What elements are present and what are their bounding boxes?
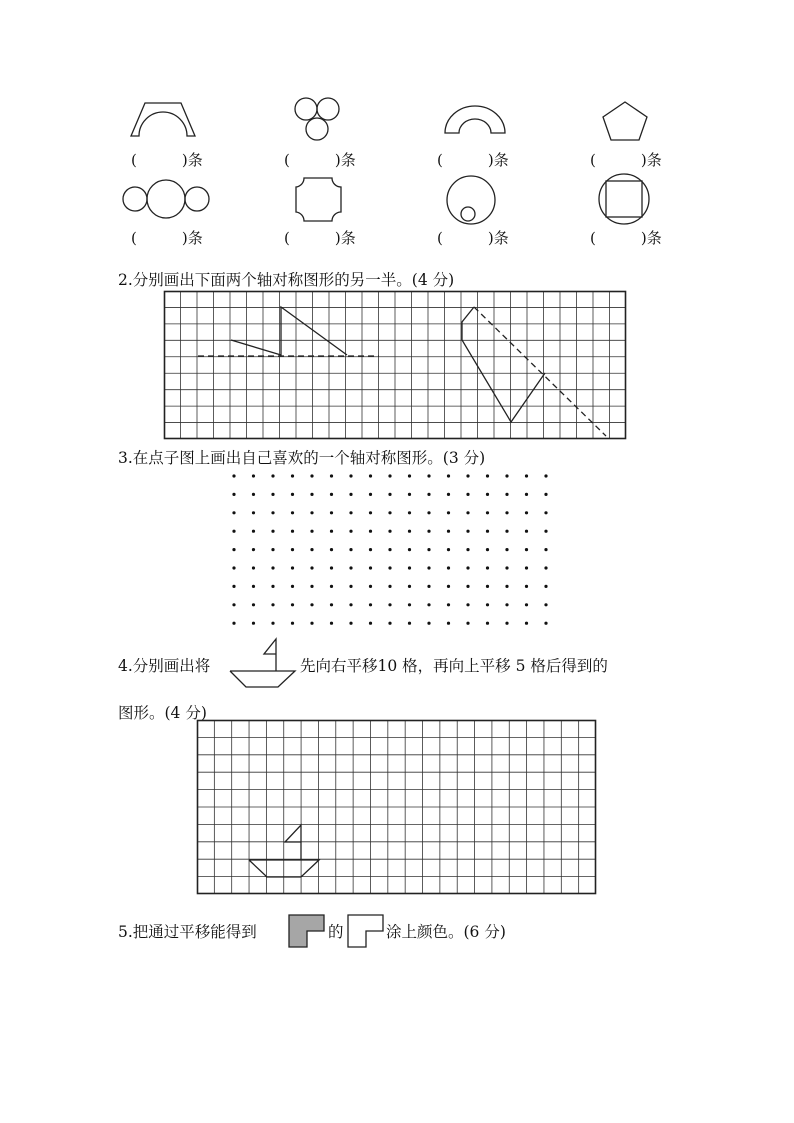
grid-dot [232, 474, 235, 477]
notched-square-icon [294, 176, 344, 224]
grid-dot [544, 530, 547, 533]
q2-title: 2.分别画出下面两个轴对称图形的另一半。(4 分) [118, 271, 455, 289]
grid-dot [505, 511, 508, 514]
grid-dot [271, 493, 274, 496]
grid-dot [408, 511, 411, 514]
grid-dot [447, 493, 450, 496]
grid-dot [252, 474, 255, 477]
grid-dot [427, 622, 430, 625]
grid-dot [252, 493, 255, 496]
grid-dot [525, 566, 528, 569]
grid-dot [232, 530, 235, 533]
grid-dot [505, 474, 508, 477]
grid-dot [466, 603, 469, 606]
grid-dot [252, 622, 255, 625]
grid-dot [369, 493, 372, 496]
grid-dot [544, 622, 547, 625]
circle-with-small-circle-icon [444, 174, 500, 230]
answer-blank[interactable]: ( )条 [590, 229, 662, 247]
answer-blank[interactable]: ( )条 [131, 151, 203, 169]
grid-dot [330, 511, 333, 514]
grid-dot [505, 530, 508, 533]
grid-dot [447, 622, 450, 625]
grid-dot [291, 603, 294, 606]
grid-dot [486, 530, 489, 533]
grid-dot [525, 603, 528, 606]
outline-l-shape-icon [347, 914, 385, 948]
q3-title: 3.在点子图上画出自己喜欢的一个轴对称图形。(3 分) [118, 449, 486, 467]
grid-dot [252, 603, 255, 606]
grid-dot [525, 622, 528, 625]
grid-dot [447, 603, 450, 606]
grid-dot [252, 548, 255, 551]
grid-dot [252, 585, 255, 588]
grid-dot [544, 493, 547, 496]
answer-blank[interactable]: ( )条 [131, 229, 203, 247]
grid-dot [544, 548, 547, 551]
grid-dot [291, 474, 294, 477]
three-circles-icon [292, 95, 352, 145]
grid-dot [388, 511, 391, 514]
square-in-circle-icon [597, 172, 653, 228]
grid-dot [447, 566, 450, 569]
row-of-circles-icon [122, 175, 212, 225]
grid-dot [369, 603, 372, 606]
grid-dot [349, 493, 352, 496]
grid-dot [291, 566, 294, 569]
grid-dot [232, 493, 235, 496]
grid-dot [232, 622, 235, 625]
grid-dot [271, 585, 274, 588]
grid-dot [349, 530, 352, 533]
grid-dot [388, 566, 391, 569]
sailboat-icon [228, 637, 298, 689]
grid-dot [525, 493, 528, 496]
grid-dot [369, 474, 372, 477]
grid-dot [486, 493, 489, 496]
grid-dot [388, 548, 391, 551]
grid-dot [466, 530, 469, 533]
grid-dot [330, 622, 333, 625]
grid-dot [388, 585, 391, 588]
grid-dot [505, 622, 508, 625]
grid-dot [291, 548, 294, 551]
grid-dot [466, 622, 469, 625]
grid-dot [486, 622, 489, 625]
grid-dot [271, 566, 274, 569]
grid-dot [505, 603, 508, 606]
grid-dot [232, 603, 235, 606]
grid-dot [505, 493, 508, 496]
grid-dot [388, 622, 391, 625]
q4-title-before: 4.分别画出将 [118, 657, 211, 675]
grid-dot [388, 493, 391, 496]
grid-dot [525, 548, 528, 551]
grid-dot [447, 511, 450, 514]
grid-dot [369, 548, 372, 551]
left-half-figure [231, 307, 347, 355]
grid-dot [252, 511, 255, 514]
grid-dot [505, 548, 508, 551]
grid-dot [310, 493, 313, 496]
boat-sail [285, 825, 301, 860]
grid-dot [310, 530, 313, 533]
grid-dot [525, 530, 528, 533]
grid-dot [408, 493, 411, 496]
grid-dot [271, 474, 274, 477]
grid-dot [271, 530, 274, 533]
q5-text-part2: 的 [328, 923, 344, 941]
q4-grid[interactable] [197, 720, 597, 896]
grid-dot [544, 474, 547, 477]
grid-dot [525, 511, 528, 514]
grid-dot [232, 585, 235, 588]
grid-dot [330, 530, 333, 533]
grid-dot [349, 566, 352, 569]
grid-dot [447, 548, 450, 551]
grid-dot [408, 548, 411, 551]
grid-dot [486, 603, 489, 606]
grid-dot [330, 603, 333, 606]
grid-dot [427, 548, 430, 551]
grid-dot [310, 603, 313, 606]
grid-dot [447, 474, 450, 477]
grid-dot [466, 511, 469, 514]
grid-dot [447, 530, 450, 533]
answer-blank[interactable]: ( )条 [284, 151, 356, 169]
grid-dot [466, 474, 469, 477]
grid-dot [486, 511, 489, 514]
grid-dot [388, 603, 391, 606]
grid-dot [486, 548, 489, 551]
grid-dot [349, 585, 352, 588]
grid-dot [369, 530, 372, 533]
grid-dot [232, 566, 235, 569]
grid-dot [427, 603, 430, 606]
grid-dot [525, 585, 528, 588]
grid-dot [349, 622, 352, 625]
grid-dot [427, 511, 430, 514]
grid-dot [271, 622, 274, 625]
grid-dot [544, 585, 547, 588]
grid-dot [330, 548, 333, 551]
grid-dot [544, 511, 547, 514]
grid-dot [466, 548, 469, 551]
answer-blank[interactable]: ( )条 [284, 229, 356, 247]
grid-dot [252, 530, 255, 533]
grid-dot [466, 566, 469, 569]
grid-dot [349, 603, 352, 606]
grid-dot [505, 566, 508, 569]
grid-dot [369, 511, 372, 514]
answer-blank[interactable]: ( )条 [590, 151, 662, 169]
filled-l-shape-icon [288, 914, 326, 948]
grid-dot [349, 511, 352, 514]
grid-dot [408, 603, 411, 606]
grid-dot [330, 585, 333, 588]
pentagon-icon [600, 100, 650, 145]
grid-dot [271, 511, 274, 514]
grid-dot [271, 548, 274, 551]
q4-title-line2: 图形。(4 分) [118, 704, 207, 722]
grid-dot [505, 585, 508, 588]
grid-dot [388, 474, 391, 477]
grid-dot [544, 566, 547, 569]
grid-dot [427, 566, 430, 569]
grid-dot [232, 548, 235, 551]
grid-dot [486, 566, 489, 569]
grid-dot [310, 566, 313, 569]
arch-bridge-icon [128, 100, 198, 145]
grid-dot [310, 511, 313, 514]
grid-dot [310, 622, 313, 625]
answer-blank[interactable]: ( )条 [437, 151, 509, 169]
grid-dot [369, 566, 372, 569]
q4-title-after: 先向右平移10 格，再向上平移 5 格后得到的 [300, 657, 608, 675]
grid-dot [408, 622, 411, 625]
grid-dot [369, 622, 372, 625]
grid-dot [310, 548, 313, 551]
answer-blank[interactable]: ( )条 [437, 229, 509, 247]
grid-dot [525, 474, 528, 477]
grid-dot [291, 585, 294, 588]
grid-dot [330, 474, 333, 477]
half-ring-icon [443, 103, 507, 143]
grid-dot [388, 530, 391, 533]
dot-grid[interactable] [228, 470, 568, 640]
grid-dot [369, 585, 372, 588]
grid-dot [291, 530, 294, 533]
grid-dot [349, 474, 352, 477]
q5-text-part1: 5.把通过平移能得到 [118, 923, 257, 941]
grid-dot [408, 566, 411, 569]
grid-dot [486, 585, 489, 588]
grid-dot [408, 530, 411, 533]
q5-text-part3: 涂上颜色。(6 分) [386, 923, 506, 941]
grid-dot [447, 585, 450, 588]
grid-dot [466, 585, 469, 588]
grid-dot [427, 474, 430, 477]
grid-dot [427, 530, 430, 533]
grid-dot [408, 474, 411, 477]
grid-dot [408, 585, 411, 588]
grid-dot [291, 493, 294, 496]
grid-dot [310, 585, 313, 588]
grid-dot [252, 566, 255, 569]
grid-dot [466, 493, 469, 496]
grid-dot [330, 493, 333, 496]
grid-dot [544, 603, 547, 606]
grid-dot [349, 548, 352, 551]
grid-dot [291, 511, 294, 514]
q2-grid[interactable] [164, 291, 628, 441]
grid-dot [291, 622, 294, 625]
grid-dot [486, 474, 489, 477]
grid-dot [427, 585, 430, 588]
grid-dot [330, 566, 333, 569]
grid-dot [427, 493, 430, 496]
grid-dot [232, 511, 235, 514]
grid-dot [310, 474, 313, 477]
grid-dot [271, 603, 274, 606]
